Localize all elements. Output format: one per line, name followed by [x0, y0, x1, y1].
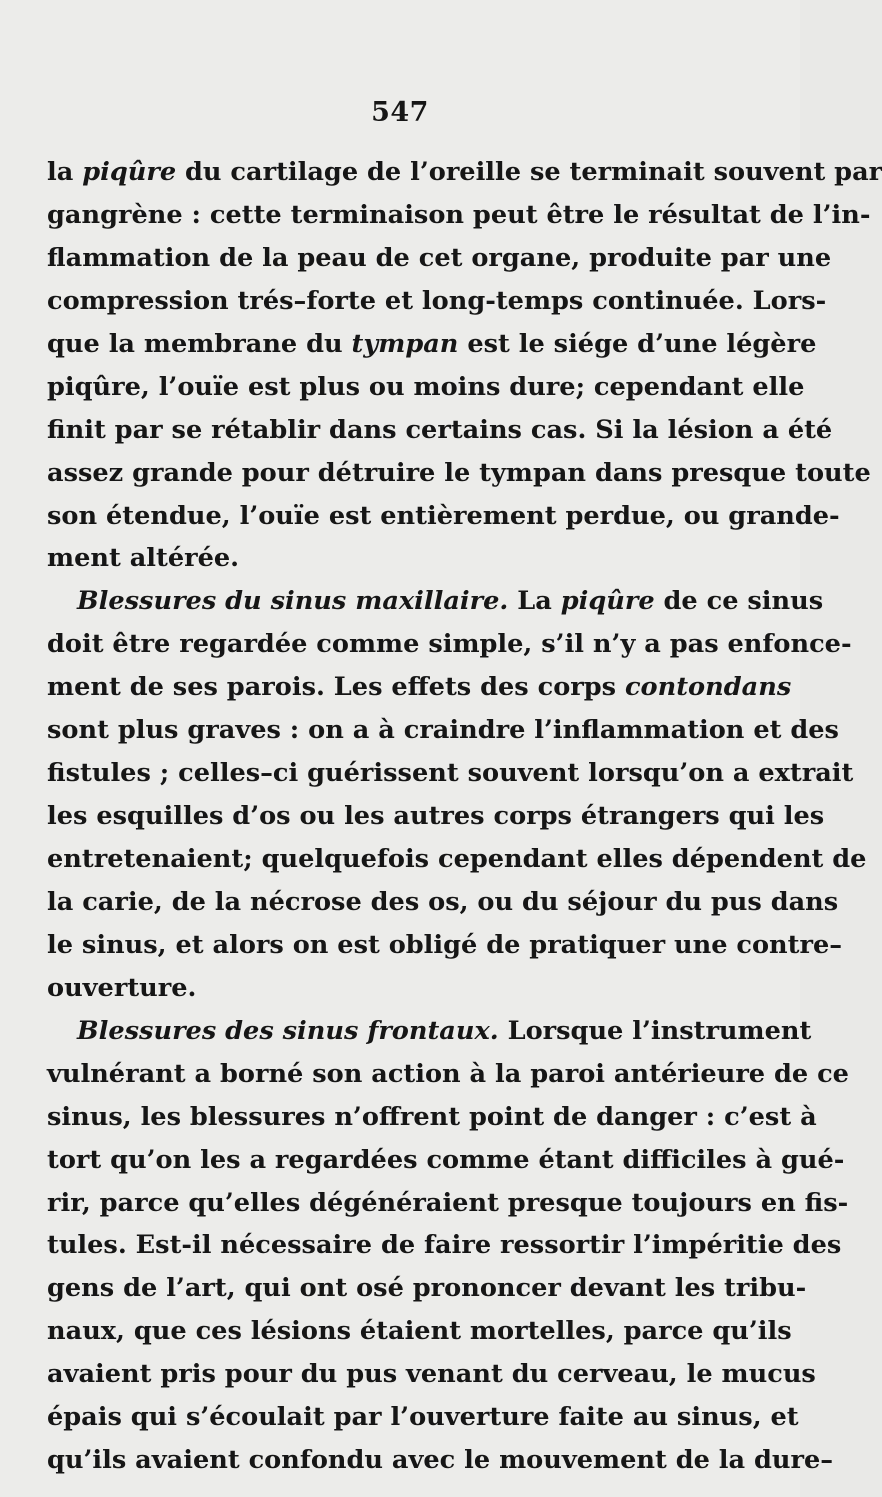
text-line	[47, 1139, 845, 1182]
text-run: Lorsque l’instrument	[498, 1015, 812, 1046]
text-run: gangrène : cette terminaison peut être le résultat de l’in-	[47, 199, 871, 230]
text-line	[47, 1310, 792, 1353]
text-run: fistules ; celles–ci guérissent souvent lorsqu’on a extrait	[47, 758, 854, 789]
text-line	[47, 580, 824, 623]
text-line	[47, 280, 827, 323]
text-run: les esquilles d’os ou les autres corps étrangers qui les	[47, 801, 825, 832]
text-run: entretenaient; quelquefois cependant elles dépendent de	[47, 844, 867, 874]
page-number: 547	[371, 97, 429, 128]
text-run: compression trés–forte et long-temps continuée. Lors-	[47, 285, 827, 316]
text-run: la carie, de la nécrose des os, ou du séjour du pus dans	[47, 886, 839, 917]
text-line	[47, 752, 854, 795]
text-line	[47, 666, 792, 709]
text-line	[47, 1396, 799, 1439]
text-line	[47, 1267, 807, 1310]
text-run: le sinus, et alors on est obligé de pratiquer une contre–	[47, 929, 843, 960]
text-run: doit être regardée comme simple, s’il n’y a pas enfonce-	[47, 629, 852, 660]
body-text	[47, 151, 882, 1482]
text-line	[47, 1096, 817, 1139]
text-run: naux, que ces lésions étaient mortelles, parce qu’ils	[47, 1316, 792, 1347]
text-run: finit par se rétablir dans certains cas. Si la lésion a été	[47, 414, 833, 445]
text-line	[47, 323, 817, 366]
text-line	[47, 452, 871, 495]
text-run: qu’ils avaient confondu avec le mouvement de la dure–	[47, 1445, 834, 1476]
text-line	[47, 623, 852, 666]
text-line	[47, 1010, 812, 1053]
text-line	[47, 709, 839, 752]
text-line	[47, 495, 840, 538]
text-run: flammation de la peau de cet organe, produite par une	[47, 242, 832, 273]
text-run: épais qui s’écoulait par l’ouverture faite au sinus, et	[47, 1402, 799, 1433]
text-line	[47, 366, 805, 409]
text-run: avaient pris pour du pus venant du cerveau, le mucus	[47, 1359, 816, 1390]
text-run: ment altérée.	[47, 543, 240, 574]
text-run: tort qu’on les a regardées comme étant difficiles à gué-	[47, 1144, 845, 1175]
italic-text: Blessures des sinus frontaux.	[77, 1015, 499, 1046]
italic-text: piqûre	[560, 586, 655, 617]
italic-text: tympan	[351, 328, 459, 359]
text-run: La	[508, 586, 561, 617]
text-run: sont plus graves : on a à craindre l’inflammation et des	[47, 715, 839, 746]
text-line	[47, 967, 754, 1010]
text-line	[47, 537, 754, 580]
text-run: son étendue, l’ouïe est entièrement perdue, ou grande-	[47, 500, 840, 531]
text-line	[47, 194, 871, 237]
text-run: de ce sinus	[654, 586, 824, 617]
text-run: que la membrane du	[47, 328, 352, 359]
text-line	[47, 409, 833, 452]
text-run: ment de ses parois. Les effets des corps	[47, 672, 625, 703]
italic-text: contondans	[624, 672, 792, 703]
text-line	[47, 881, 839, 924]
text-line	[47, 924, 843, 967]
text-line	[47, 1439, 834, 1482]
text-run: la	[47, 157, 83, 187]
italic-text: Blessures du sinus maxillaire.	[77, 586, 509, 617]
text-run: ouverture.	[47, 972, 197, 1003]
text-run: sinus, les blessures n’offrent point de danger : c’est à	[47, 1101, 817, 1132]
text-line	[47, 795, 825, 838]
text-line	[47, 838, 867, 881]
text-run: rir, parce qu’elles dégénéraient presque toujours en fis-	[47, 1187, 849, 1218]
text-run: du cartilage de l’oreille se terminait souvent par	[176, 157, 882, 187]
text-run: tules. Est-il nécessaire de faire ressortir l’impéritie des	[47, 1230, 842, 1261]
text-line	[47, 151, 882, 194]
text-run: gens de l’art, qui ont osé prononcer devant les tribu-	[47, 1273, 807, 1304]
text-run: piqûre, l’ouïe est plus ou moins dure; cependant elle	[47, 371, 805, 402]
text-line	[47, 1053, 849, 1096]
text-run: est le siége d’une légère	[458, 328, 817, 359]
text-run: assez grande pour détruire le tympan dans presque toute	[47, 457, 871, 488]
italic-text: piqûre	[82, 157, 177, 187]
text-run: vulnérant a borné son action à la paroi antérieure de ce	[47, 1058, 849, 1089]
text-line	[47, 1353, 816, 1396]
text-line	[47, 237, 832, 280]
text-line	[47, 1182, 849, 1225]
text-line	[47, 1224, 842, 1267]
